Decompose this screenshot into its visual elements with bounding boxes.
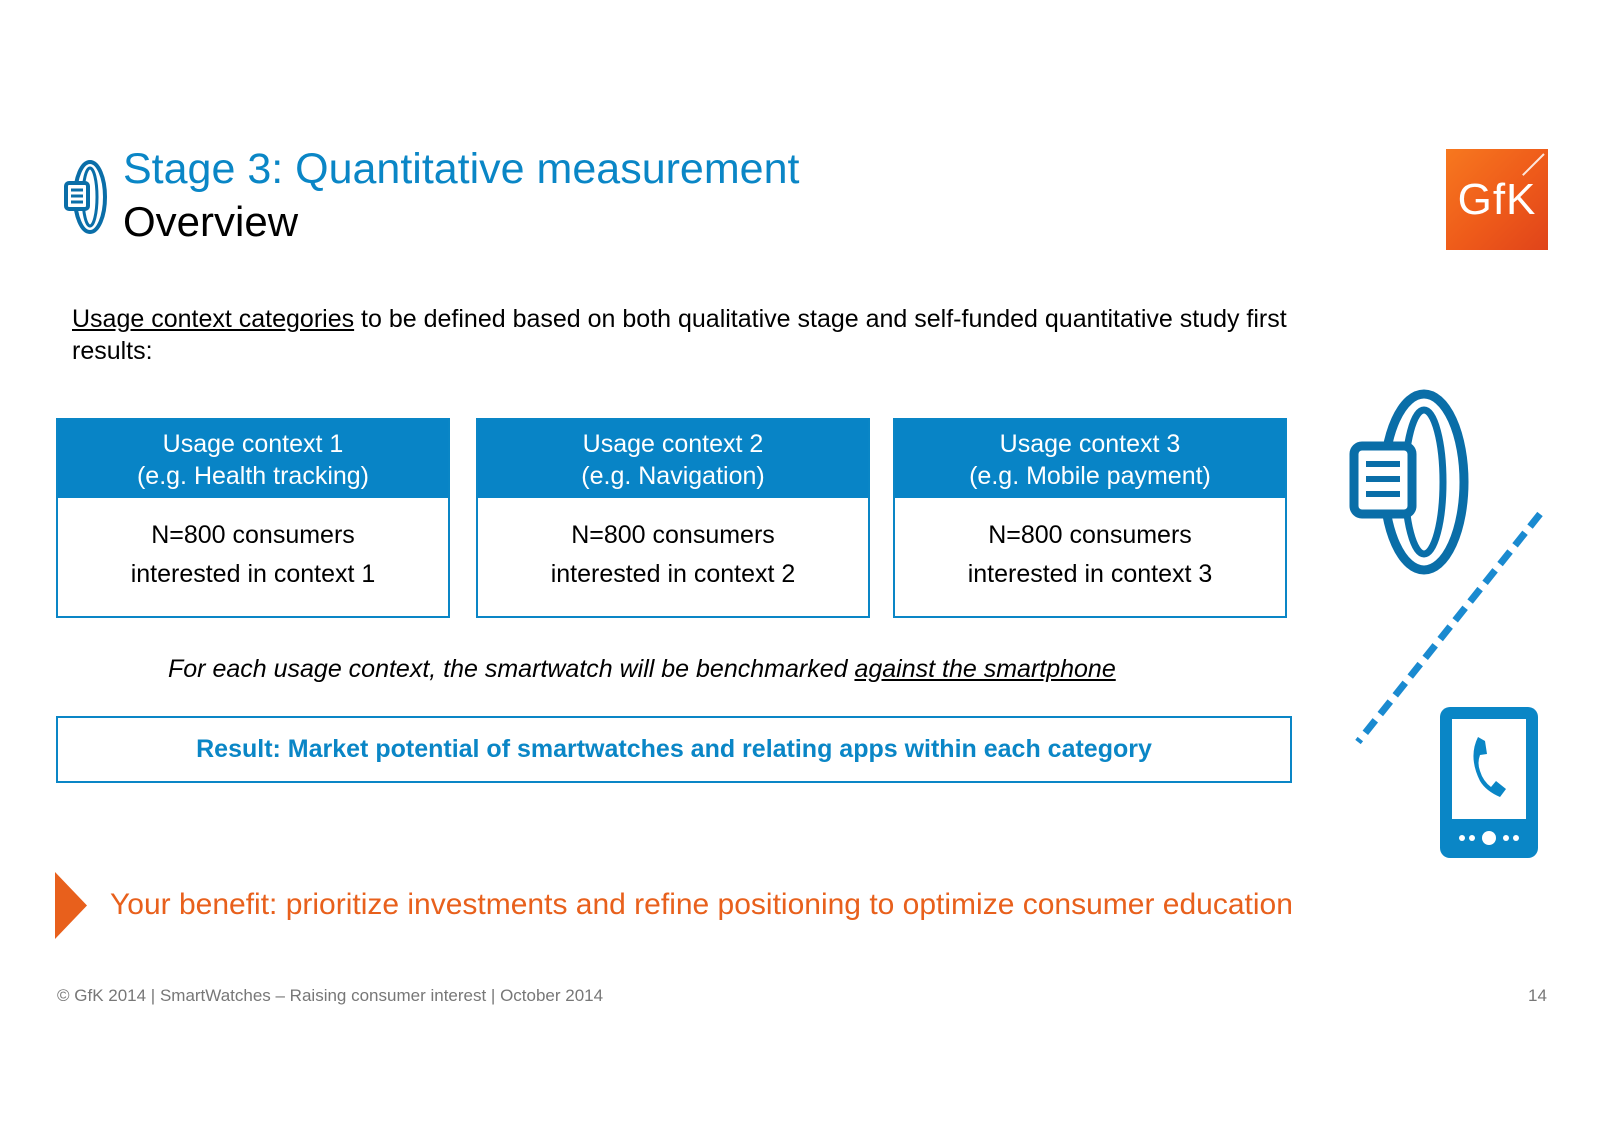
smartwatch-icon xyxy=(62,158,110,236)
intro-text xyxy=(72,303,1292,367)
usage-context-header xyxy=(478,420,868,498)
sample-size: N=800 consumers xyxy=(151,521,355,549)
usage-context-example: (e.g. Mobile payment) xyxy=(969,462,1211,490)
gfk-logo xyxy=(1446,149,1548,250)
usage-context-title: Usage context 1 xyxy=(162,430,344,458)
usage-context-example: (e.g. Navigation) xyxy=(581,462,765,490)
result-box xyxy=(56,716,1292,783)
sample-description: interested in context 1 xyxy=(130,560,376,588)
logo-slash-mark xyxy=(1522,153,1545,176)
benchmark-prefix: For each usage context, the smartwatch will be benchmarked xyxy=(168,655,855,683)
usage-context-body xyxy=(895,498,1285,594)
usage-context-body xyxy=(58,498,448,594)
intro-underlined: Usage context categories xyxy=(72,305,355,333)
logo-text: GfK xyxy=(1457,174,1537,224)
usage-context-title: Usage context 2 xyxy=(582,430,764,458)
usage-context-header xyxy=(58,420,448,498)
sample-description: interested in context 2 xyxy=(550,560,796,588)
usage-context-title: Usage context 3 xyxy=(999,430,1181,458)
usage-context-example: (e.g. Health tracking) xyxy=(136,462,370,490)
usage-context-box-2 xyxy=(476,418,870,618)
benchmark-underlined: against the smartphone xyxy=(854,655,1116,683)
benefit-statement: Your benefit: prioritize investments and refine positioning to optimize consumer education xyxy=(110,888,1293,921)
page-number: 14 xyxy=(1528,986,1547,1005)
intro-rest: to be defined based on both qualitative stage and self-funded quantitative study first results: xyxy=(72,305,1287,365)
page-subtitle: Overview xyxy=(123,198,299,245)
result-text: Result: Market potential of smartwatches and relating apps within each category xyxy=(196,735,1152,763)
triangle-arrow-icon xyxy=(55,872,87,939)
sample-description: interested in context 3 xyxy=(967,560,1213,588)
smartphone-icon xyxy=(1438,705,1540,860)
usage-context-box-1 xyxy=(56,418,450,618)
usage-context-header xyxy=(895,420,1285,498)
page-title: Stage 3: Quantitative measurement xyxy=(123,145,800,193)
footer-copyright: © GfK 2014 | SmartWatches – Raising consumer interest | October 2014 xyxy=(57,986,604,1005)
sample-size: N=800 consumers xyxy=(571,521,775,549)
benchmark-note xyxy=(168,655,1116,684)
usage-context-box-3 xyxy=(893,418,1287,618)
usage-context-body xyxy=(478,498,868,594)
sample-size: N=800 consumers xyxy=(988,521,1192,549)
